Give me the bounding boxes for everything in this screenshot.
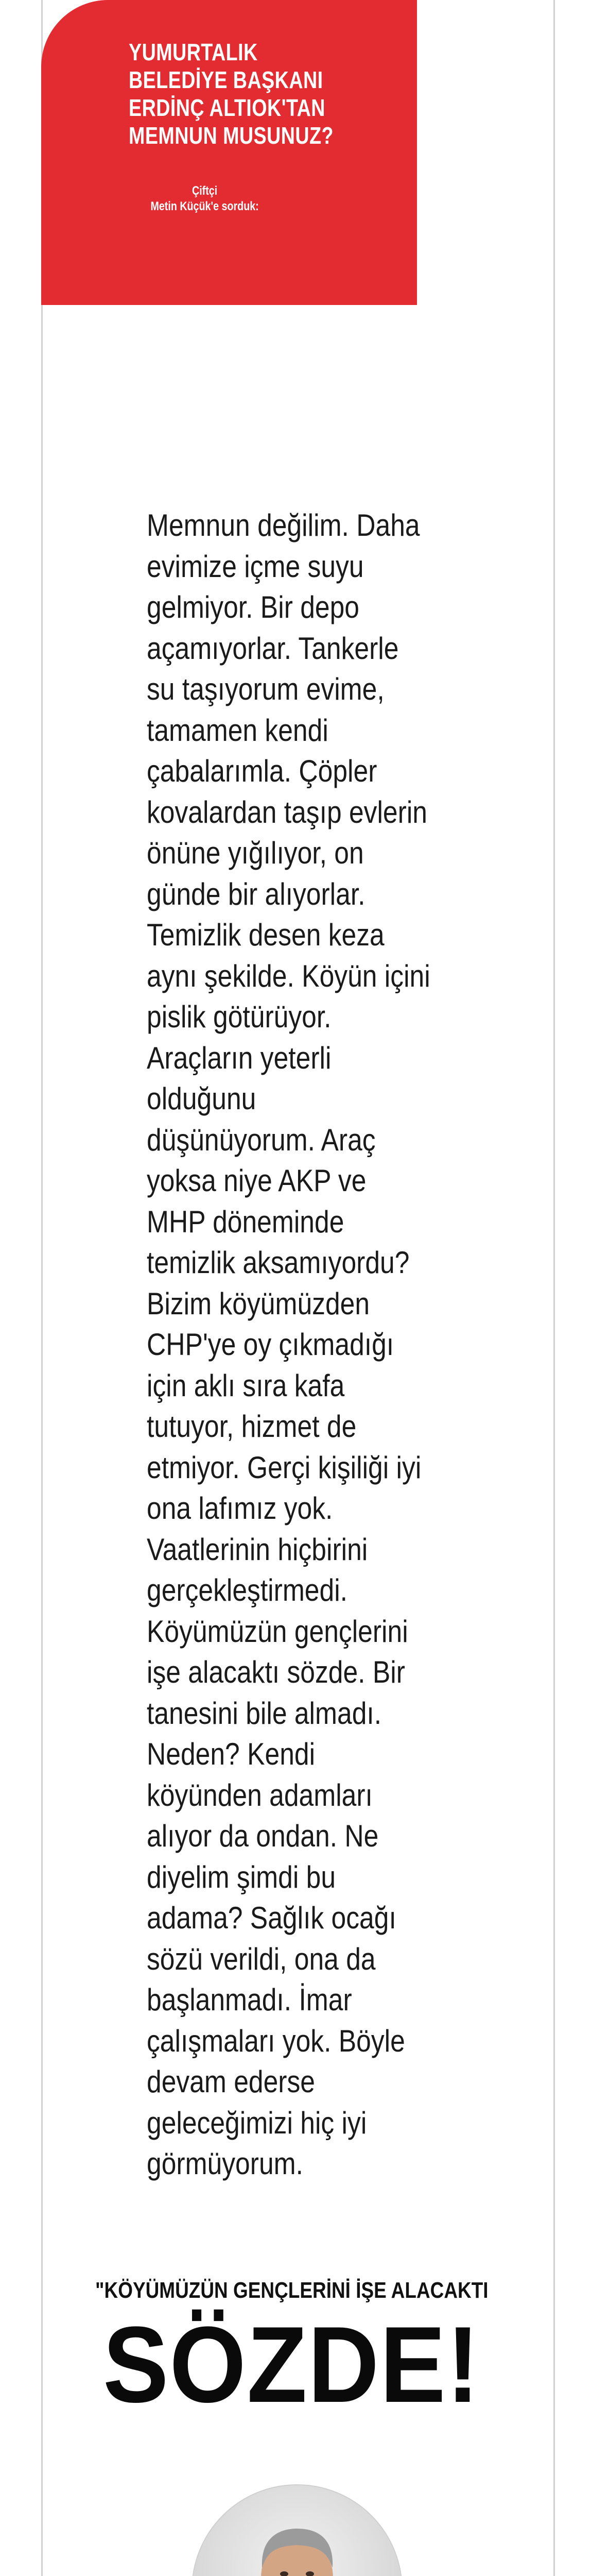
answer-line: Neden? Kendi: [147, 1737, 316, 1771]
answer-text: [147, 505, 430, 2184]
answer-line: aynı şekilde. Köyün içini: [147, 958, 430, 993]
left-border-rule: [41, 0, 43, 2576]
answer-line: sözü verildi, ona da: [147, 1941, 376, 1976]
question-line: ERDİNÇ ALTIOK'TAN: [129, 94, 325, 121]
answer-line: önüne yığılıyor, on: [147, 836, 364, 870]
answer-line: görmüyorum.: [147, 2146, 303, 2181]
answer-line: Vaatlerinin hiçbirini: [147, 1532, 368, 1567]
answer-line: olduğunu: [147, 1081, 256, 1116]
answer-line: açamıyorlar. Tankerle: [147, 631, 399, 666]
answer-line: çalışmaları yok. Böyle: [147, 2023, 405, 2058]
pull-quote-lead: "KÖYÜMÜZÜN GENÇLERİNİ İŞE ALACAKTI: [95, 2278, 489, 2303]
answer-line: geleceğimizi hiç iyi: [147, 2105, 367, 2140]
answer-line: kovalardan taşıp evlerin: [147, 794, 427, 829]
answer-line: Bizim köyümüzden: [147, 1286, 370, 1321]
answer-line: Köyümüzün gençlerini: [147, 1614, 408, 1649]
right-border-rule: [553, 0, 555, 2576]
question-line: BELEDİYE BAŞKANI: [129, 66, 323, 93]
answer-line: çabalarımla. Çöpler: [147, 754, 377, 788]
respondent-info: [129, 183, 281, 214]
answer-line: evimize içme suyu: [147, 549, 364, 584]
answer-line: pislik götürüyor.: [147, 999, 332, 1034]
answer-line: günde bir alıyorlar.: [147, 876, 365, 911]
question-line: MEMNUN MUSUNUZ?: [129, 122, 334, 149]
survey-question: [129, 38, 365, 149]
question-line: YUMURTALIK: [129, 39, 258, 65]
answer-line: MHP döneminde: [147, 1204, 344, 1239]
answer-line: devam ederse: [147, 2064, 315, 2099]
respondent-name: Metin Küçük'e sorduk:: [150, 199, 259, 213]
respondent-role: Çiftçi: [192, 184, 218, 198]
answer-line: için aklı sıra kafa: [147, 1368, 345, 1403]
pull-quote-headline: SÖZDE!: [103, 2304, 480, 2425]
answer-line: gerçekleştirmedi.: [147, 1573, 348, 1607]
answer-line: gelmiyor. Bir depo: [147, 590, 360, 624]
answer-line: adama? Sağlık ocağı: [147, 1901, 396, 1935]
answer-line: tutuyor, hizmet de: [147, 1409, 357, 1444]
answer-line: köyünden adamları: [147, 1777, 373, 1812]
answer-line: Temizlik desen keza: [147, 918, 385, 952]
answer-line: etmiyor. Gerçi kişiliği iyi: [147, 1450, 422, 1485]
answer-line: işe alacaktı sözde. Bir: [147, 1655, 405, 1689]
answer-line: düşünüyorum. Araç: [147, 1122, 376, 1157]
answer-line: alıyor da ondan. Ne: [147, 1819, 379, 1853]
mayor-portrait-photo: [191, 2484, 403, 2576]
answer-line: başlanmadı. İmar: [147, 1982, 352, 2017]
answer-line: CHP'ye oy çıkmadığı: [147, 1327, 394, 1362]
answer-line: diyelim şimdi bu: [147, 1859, 336, 1894]
answer-line: Araçların yeterli: [147, 1040, 332, 1075]
answer-line: ona lafımız yok.: [147, 1491, 333, 1526]
answer-line: temizlik aksamıyordu?: [147, 1245, 410, 1280]
answer-line: Memnun değilim. Daha: [147, 508, 420, 543]
answer-line: yoksa niye AKP ve: [147, 1163, 367, 1198]
answer-line: tanesini bile almadı.: [147, 1696, 382, 1731]
question-header-box: [41, 0, 417, 305]
answer-line: su taşıyorum evime,: [147, 672, 385, 706]
answer-line: tamamen kendi: [147, 713, 328, 748]
